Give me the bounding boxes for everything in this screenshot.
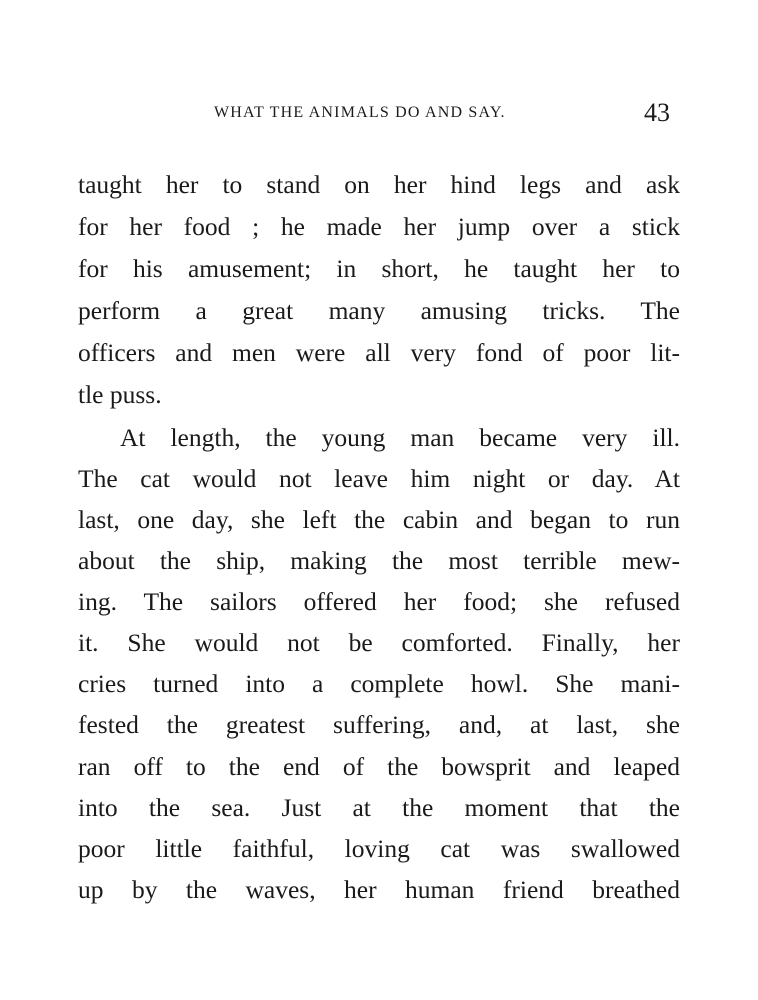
text-line: for his amusement; in short, he taught her to <box>78 254 680 283</box>
text-line: last, one day, she left the cabin and began to run <box>78 505 680 534</box>
page-number: 43 <box>644 98 670 127</box>
text-line: ran off to the end of the bowsprit and leaped <box>78 752 680 781</box>
text-line: At length, the young man became very ill. <box>120 423 680 452</box>
text-line: tle puss. <box>78 380 162 409</box>
text-line: it. She would not be comforted. Finally, her <box>78 628 680 657</box>
text-line: cries turned into a complete howl. She mani- <box>78 669 680 698</box>
running-head: WHAT THE ANIMALS DO AND SAY. <box>214 104 506 121</box>
text-line: officers and men were all very fond of poor lit- <box>78 338 680 367</box>
text-line: into the sea. Just at the moment that the <box>78 793 680 822</box>
text-line: The cat would not leave him night or day. At <box>78 464 680 493</box>
text-line: perform a great many amusing tricks. The <box>78 296 680 325</box>
text-line: about the ship, making the most terrible mew- <box>78 546 680 575</box>
text-line: taught her to stand on her hind legs and ask <box>78 170 680 199</box>
text-line: for her food ; he made her jump over a stick <box>78 212 680 241</box>
text-line: poor little faithful, loving cat was swallowed <box>78 834 680 863</box>
text-line: ing. The sailors offered her food; she refused <box>78 587 680 616</box>
text-line: up by the waves, her human friend breathed <box>78 875 680 904</box>
text-line: fested the greatest suffering, and, at last, she <box>78 710 680 739</box>
